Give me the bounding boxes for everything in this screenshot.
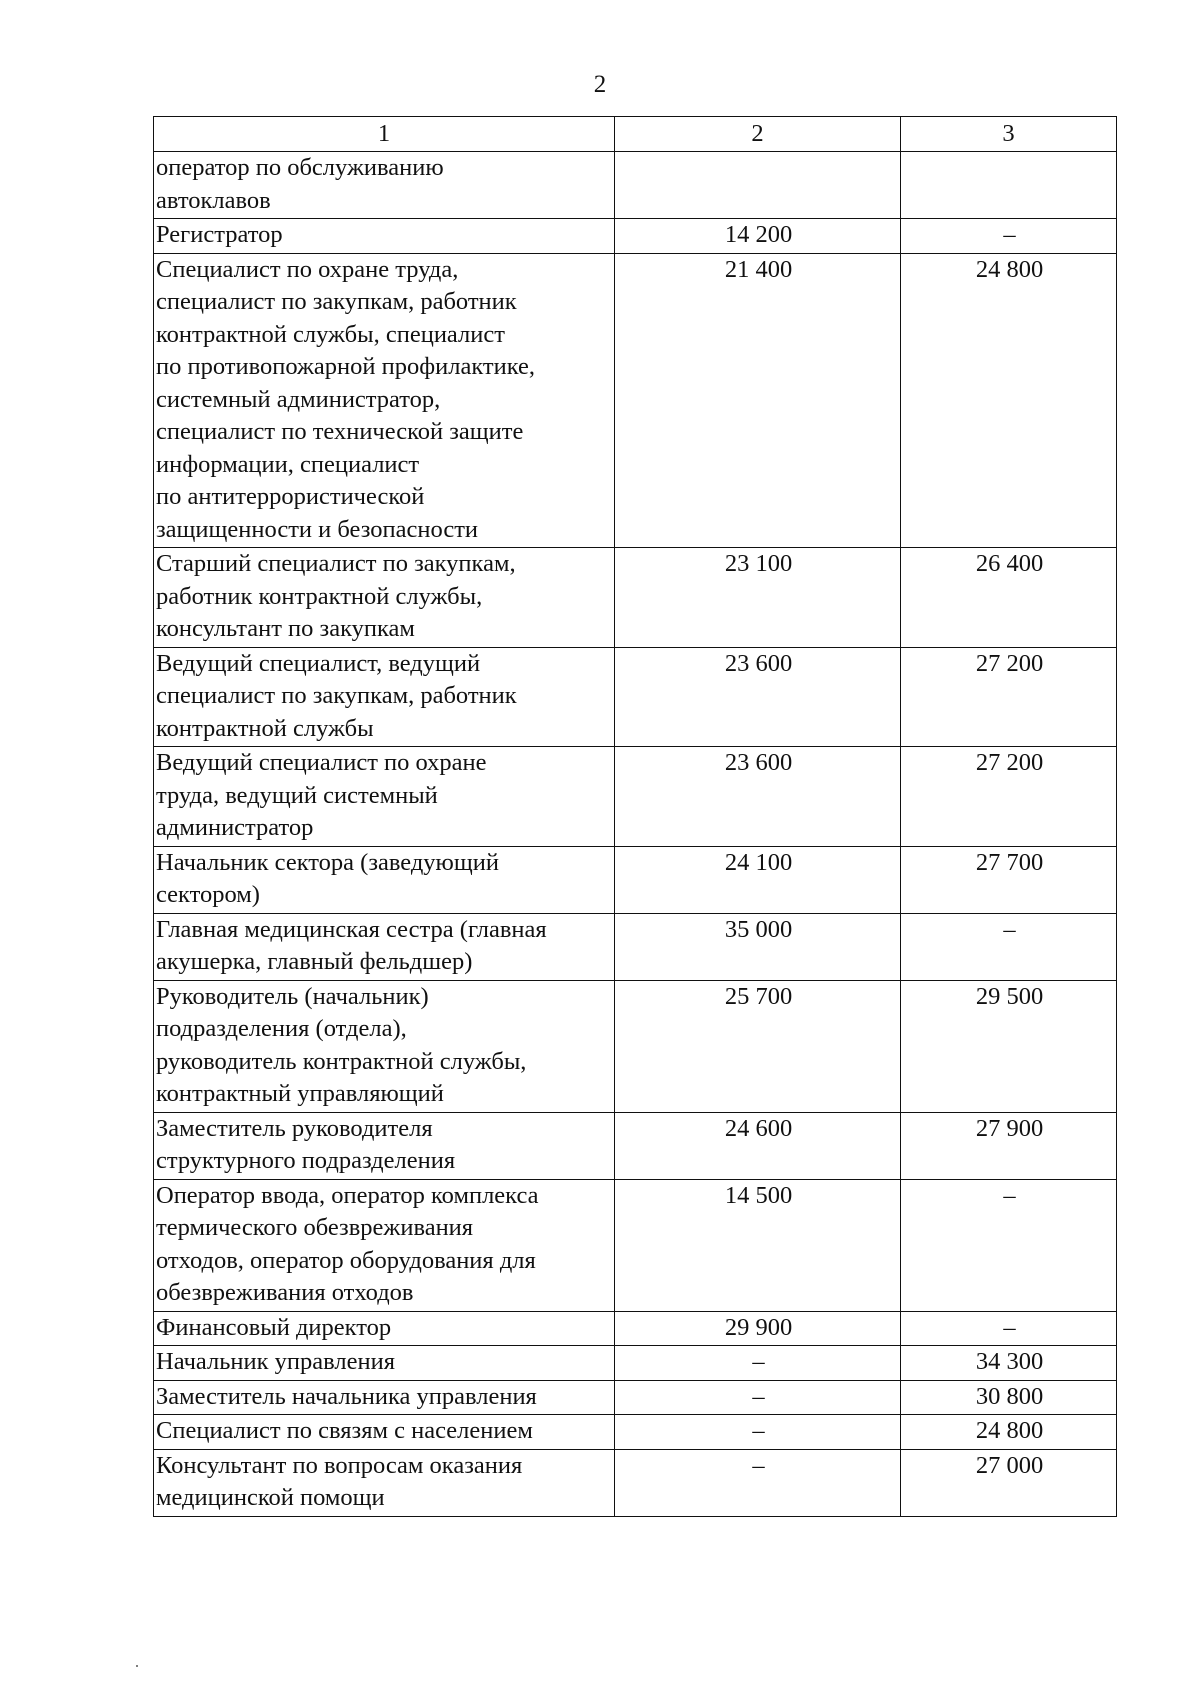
position-cell: Регистратор <box>154 219 615 254</box>
column-3-value: 30 800 <box>901 1380 1117 1415</box>
column-3-value: 27 900 <box>901 1112 1117 1179</box>
table-row <box>154 548 1117 648</box>
position-cell: Старший специалист по закупкам, работник контрактной службы, консультант по закупкам <box>154 548 615 648</box>
table-row <box>154 1346 1117 1381</box>
table-row <box>154 1112 1117 1179</box>
page-number: 2 <box>593 71 607 98</box>
column-3-value: 29 500 <box>901 980 1117 1112</box>
column-3-value: 34 300 <box>901 1346 1117 1381</box>
column-3-value: – <box>901 1179 1117 1311</box>
column-header-1: 1 <box>154 117 615 152</box>
column-2-value: 25 700 <box>615 980 901 1112</box>
column-3-value <box>901 152 1117 219</box>
table-row <box>154 253 1117 548</box>
column-2-value: 23 600 <box>615 747 901 847</box>
position-cell: Ведущий специалист по охране труда, ведущий системный администратор <box>154 747 615 847</box>
column-2-value: 14 200 <box>615 219 901 254</box>
column-3-value: – <box>901 1311 1117 1346</box>
table-row <box>154 647 1117 747</box>
column-3-value: 26 400 <box>901 548 1117 648</box>
column-3-value: 27 200 <box>901 647 1117 747</box>
column-2-value: 24 100 <box>615 846 901 913</box>
position-cell: Консультант по вопросам оказания медицинской помощи <box>154 1449 615 1516</box>
column-3-value: 27 700 <box>901 846 1117 913</box>
column-header-2: 2 <box>615 117 901 152</box>
table-row <box>154 980 1117 1112</box>
column-2-value: 24 600 <box>615 1112 901 1179</box>
table-row <box>154 152 1117 219</box>
column-header-3: 3 <box>901 117 1117 152</box>
column-2-value: – <box>615 1346 901 1381</box>
table-row <box>154 846 1117 913</box>
table-row <box>154 1380 1117 1415</box>
position-cell: Оператор ввода, оператор комплекса термического обезвреживания отходов, оператор оборудования для обезвреживания отходов <box>154 1179 615 1311</box>
position-cell: Ведущий специалист, ведущий специалист по закупкам, работник контрактной службы <box>154 647 615 747</box>
position-cell: Главная медицинская сестра (главная акушерка, главный фельдшер) <box>154 913 615 980</box>
table-row <box>154 1311 1117 1346</box>
column-2-value <box>615 152 901 219</box>
scan-speck <box>136 1665 138 1667</box>
header-row <box>154 117 1117 152</box>
table-row <box>154 219 1117 254</box>
position-cell: оператор по обслуживанию автоклавов <box>154 152 615 219</box>
position-cell: Начальник управления <box>154 1346 615 1381</box>
column-2-value: 21 400 <box>615 253 901 548</box>
position-cell: Заместитель начальника управления <box>154 1380 615 1415</box>
table-row <box>154 1179 1117 1311</box>
column-2-value: 23 100 <box>615 548 901 648</box>
column-3-value: – <box>901 913 1117 980</box>
column-3-value: – <box>901 219 1117 254</box>
column-2-value: 14 500 <box>615 1179 901 1311</box>
table-row <box>154 1415 1117 1450</box>
position-cell: Начальник сектора (заведующий сектором) <box>154 846 615 913</box>
column-2-value: – <box>615 1380 901 1415</box>
position-cell: Заместитель руководителя структурного подразделения <box>154 1112 615 1179</box>
position-cell: Специалист по связям с населением <box>154 1415 615 1450</box>
table-row <box>154 913 1117 980</box>
column-2-value: – <box>615 1415 901 1450</box>
column-2-value: 35 000 <box>615 913 901 980</box>
column-2-value: 23 600 <box>615 647 901 747</box>
column-3-value: 27 200 <box>901 747 1117 847</box>
salary-table <box>153 116 1117 1517</box>
position-cell: Руководитель (начальник) подразделения (отдела), руководитель контрактной службы, контрактный управляющий <box>154 980 615 1112</box>
column-3-value: 24 800 <box>901 1415 1117 1450</box>
position-cell: Специалист по охране труда, специалист по закупкам, работник контрактной службы, специалист по противопожарной профилактике, системный администратор, специалист по технической защите информации, специалист по антитеррористической защищенности и безопасности <box>154 253 615 548</box>
table-row <box>154 1449 1117 1516</box>
position-cell: Финансовый директор <box>154 1311 615 1346</box>
column-3-value: 24 800 <box>901 253 1117 548</box>
column-2-value: 29 900 <box>615 1311 901 1346</box>
column-3-value: 27 000 <box>901 1449 1117 1516</box>
table-row <box>154 747 1117 847</box>
column-2-value: – <box>615 1449 901 1516</box>
